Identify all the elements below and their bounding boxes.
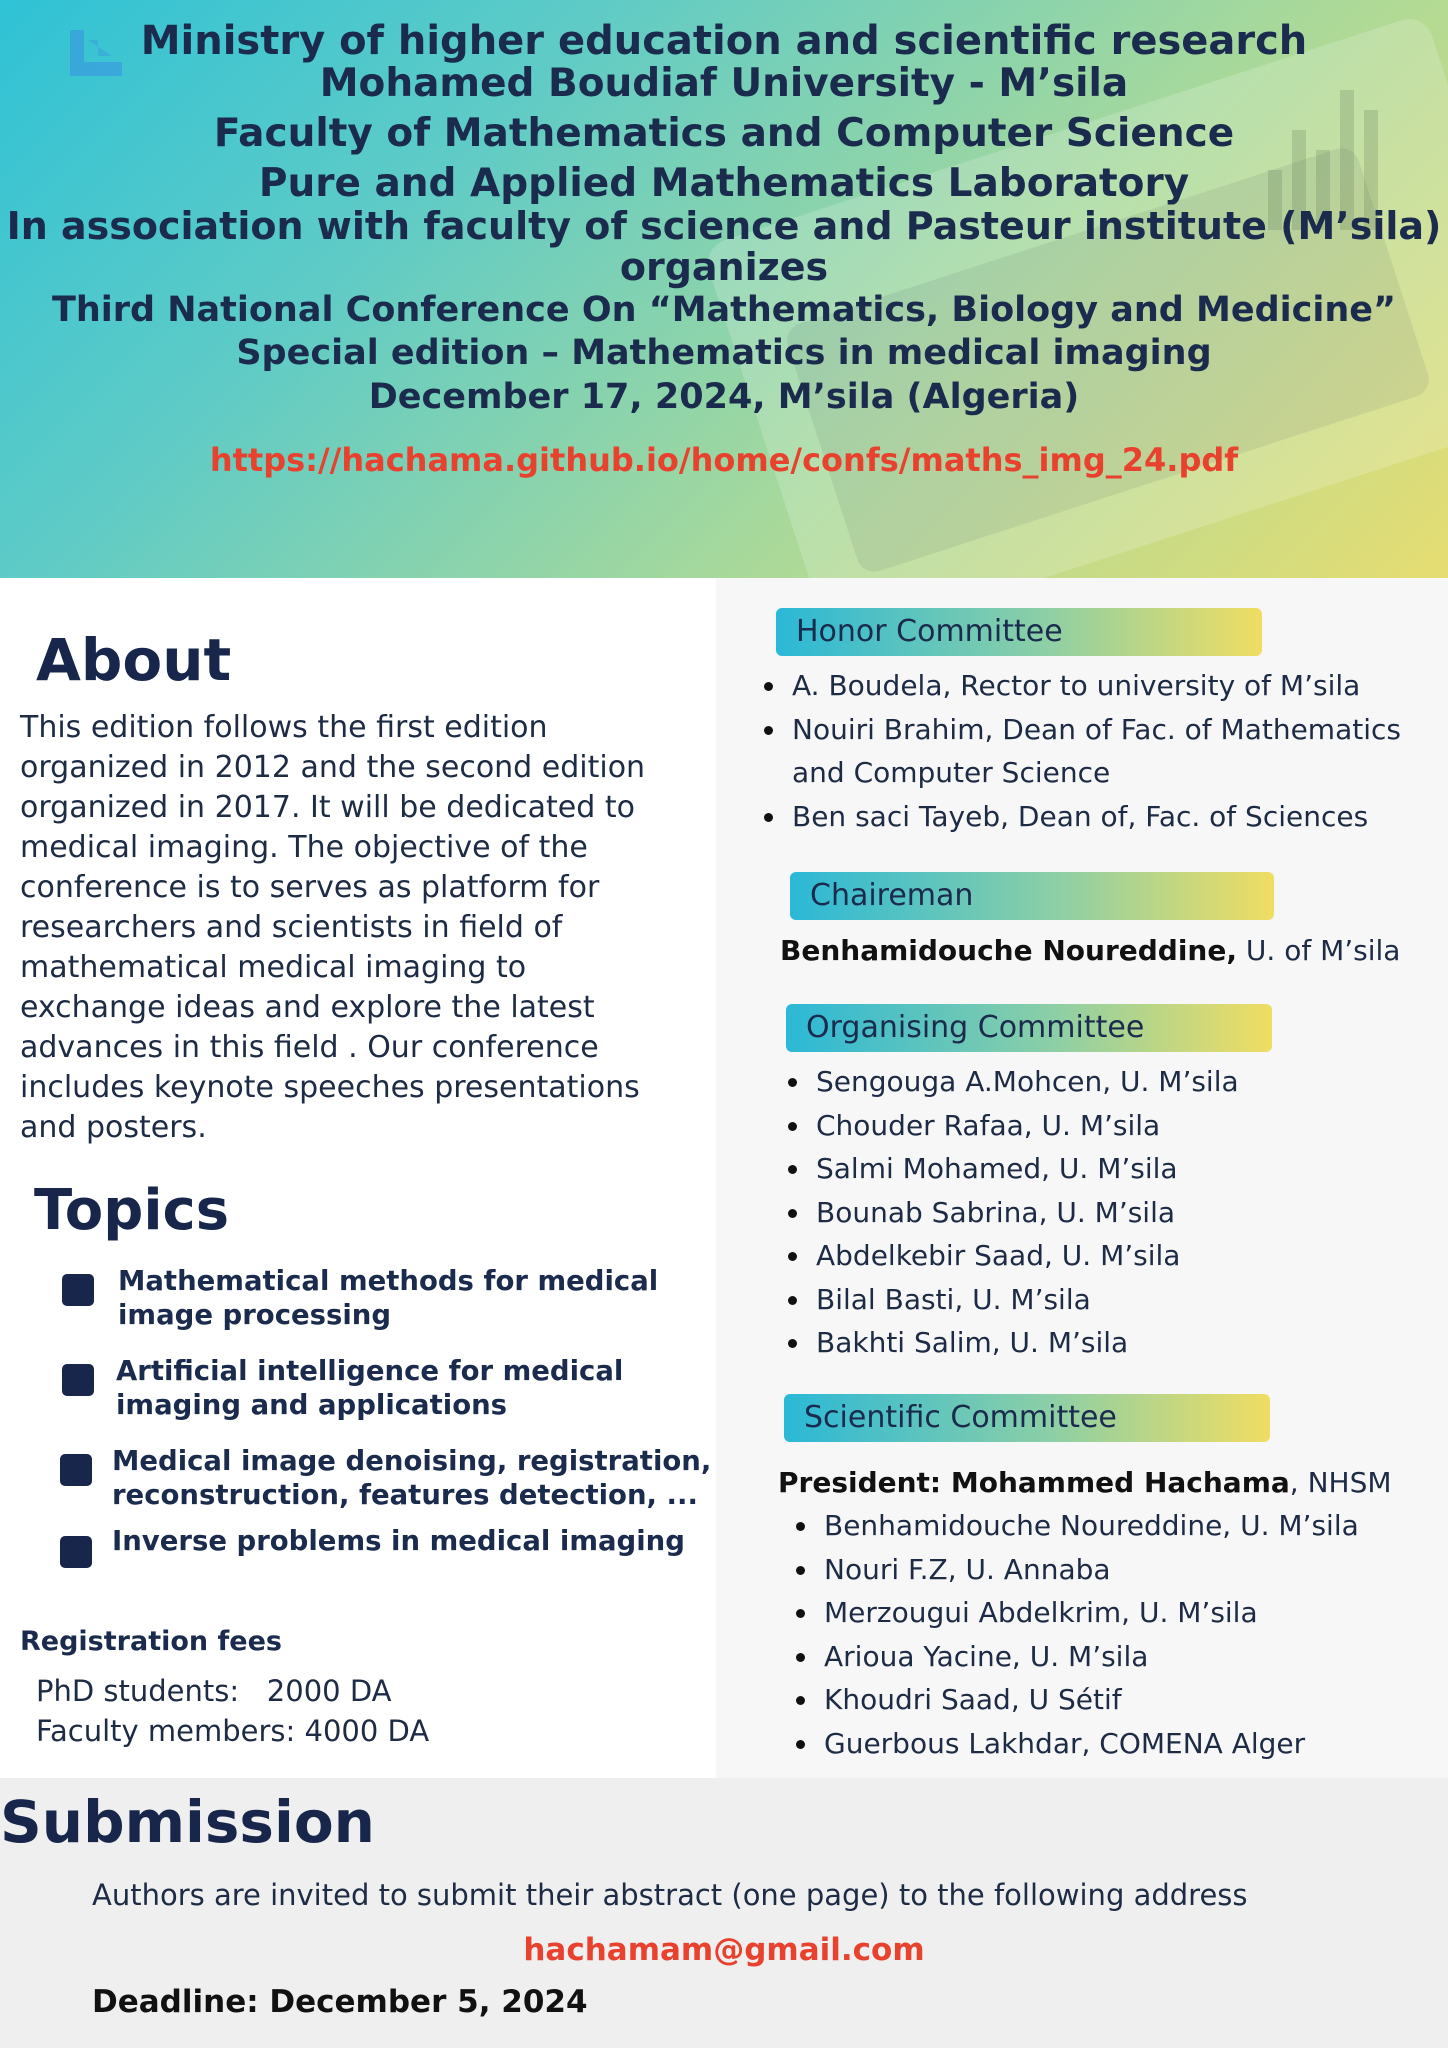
organising-committee-header [786, 1004, 1272, 1052]
university-line: Mohamed Boudiaf University - M’sila [319, 61, 1129, 107]
about-line: conference is to serves as platform for [20, 870, 600, 905]
square-bullet-icon [62, 1364, 94, 1396]
about-line: mathematical medical imaging to [20, 950, 527, 985]
topic-text: Artificial intelligence for medical [116, 1355, 624, 1387]
hero-banner [0, 0, 1448, 578]
about-line: organized in 2012 and the second edition [20, 750, 646, 785]
about-line: and posters. [20, 1110, 207, 1145]
fee-phd: PhD students: 2000 DA [36, 1674, 392, 1708]
scientific-committee-header [784, 1394, 1270, 1442]
about-line: includes keynote speeches presentations [20, 1070, 640, 1105]
list-item: Bakhti Salim, U. M’sila [784, 1321, 1384, 1365]
list-item: Sengouga A.Mohcen, U. M’sila [784, 1060, 1384, 1104]
submission-email-link[interactable]: hachamam@gmail.com [523, 1932, 925, 1968]
section-title: Chaireman [810, 878, 974, 913]
about-line: advances in this field . Our conference [20, 1030, 599, 1065]
organizes-line: organizes [619, 244, 829, 289]
registration-heading: Registration fees [20, 1626, 282, 1657]
about-heading: About [36, 626, 232, 694]
topics-heading: Topics [34, 1178, 230, 1243]
section-title: Organising Committee [806, 1010, 1145, 1045]
special-edition-line: Special edition – Mathematics in medical imaging [236, 333, 1212, 374]
honor-committee-list [760, 664, 1440, 838]
about-line: medical imaging. The objective of the [20, 830, 588, 865]
about-line: This edition follows the first edition [20, 710, 548, 745]
list-item: Salmi Mohamed, U. M’sila [784, 1147, 1384, 1191]
list-item: Guerbous Lakhdar, COMENA Alger [792, 1722, 1412, 1766]
date-location-line: December 17, 2024, M’sila (Algeria) [368, 377, 1080, 418]
organising-committee-list [784, 1060, 1384, 1365]
conference-title: Third National Conference On “Mathematics, Biology and Medicine” [51, 289, 1397, 330]
list-item: Bounab Sabrina, U. M’sila [784, 1191, 1384, 1235]
president-name: President: Mohammed Hachama [778, 1466, 1290, 1499]
chairman-name-bold: Benhamidouche Noureddine, [780, 934, 1237, 967]
list-item: Bilal Basti, U. M’sila [784, 1278, 1384, 1322]
topic-text: Mathematical methods for medical [118, 1265, 659, 1297]
chairman-affiliation: U. of M’sila [1237, 934, 1401, 967]
submission-section [0, 1778, 1448, 2048]
list-item: Benhamidouche Noureddine, U. M’sila [792, 1504, 1412, 1548]
list-item: Nouri F.Z, U. Annaba [792, 1548, 1412, 1592]
list-item: A. Boudela, Rector to university of M’sila [760, 664, 1440, 708]
square-bullet-icon [60, 1536, 92, 1568]
honor-committee-header [776, 608, 1262, 656]
square-bullet-icon [62, 1274, 94, 1306]
topic-text: Medical image denoising, registration, [112, 1445, 712, 1477]
submission-heading: Submission [0, 1788, 375, 1856]
section-title: Honor Committee [796, 614, 1063, 649]
list-item: Abdelkebir Saad, U. M’sila [784, 1234, 1384, 1278]
topic-text: Inverse problems in medical imaging [112, 1525, 685, 1557]
association-line: In association with faculty of science and Pasteur institute (M’sila) [6, 203, 1442, 248]
list-item: Nouiri Brahim, Dean of Fac. of Mathematics and Computer Science [760, 708, 1440, 795]
topic-text: image processing [118, 1299, 392, 1331]
scientific-committee-list [792, 1504, 1412, 1765]
list-item: Ben saci Tayeb, Dean of, Fac. of Sciences [760, 795, 1440, 839]
about-line: exchange ideas and explore the latest [20, 990, 595, 1025]
conference-url-link[interactable]: https://hachama.github.io/home/confs/maths_img_24.pdf [209, 440, 1239, 479]
faculty-line: Faculty of Mathematics and Computer Science [213, 111, 1235, 157]
header-text-block [0, 20, 1448, 478]
fee-faculty: Faculty members: 4000 DA [36, 1714, 430, 1748]
chairman-header [790, 872, 1274, 920]
submission-deadline: Deadline: December 5, 2024 [92, 1984, 588, 2020]
president-affiliation: , NHSM [1289, 1466, 1392, 1499]
list-item: Merzougui Abdelkrim, U. M’sila [792, 1591, 1412, 1635]
list-item: Arioua Yacine, U. M’sila [792, 1635, 1412, 1679]
list-item: Khoudri Saad, U Sétif [792, 1678, 1412, 1722]
left-column [0, 578, 716, 1778]
topic-text: imaging and applications [116, 1389, 508, 1421]
laboratory-line: Pure and Applied Mathematics Laboratory [258, 161, 1190, 207]
ministry-line: Ministry of higher education and scientific research [140, 18, 1308, 64]
square-bullet-icon [60, 1454, 92, 1486]
about-line: researchers and scientists in field of [20, 910, 563, 945]
about-line: organized in 2017. It will be dedicated to [20, 790, 635, 825]
right-column [716, 578, 1448, 1778]
about-paragraph [20, 708, 700, 1148]
chairman-name [780, 934, 1400, 967]
scientific-president [778, 1466, 1392, 1499]
topic-text: reconstruction, features detection, ... [112, 1479, 698, 1511]
section-title: Scientific Committee [804, 1400, 1117, 1435]
submission-instructions: Authors are invited to submit their abstract (one page) to the following address [92, 1878, 1248, 1912]
list-item: Chouder Rafaa, U. M’sila [784, 1104, 1384, 1148]
